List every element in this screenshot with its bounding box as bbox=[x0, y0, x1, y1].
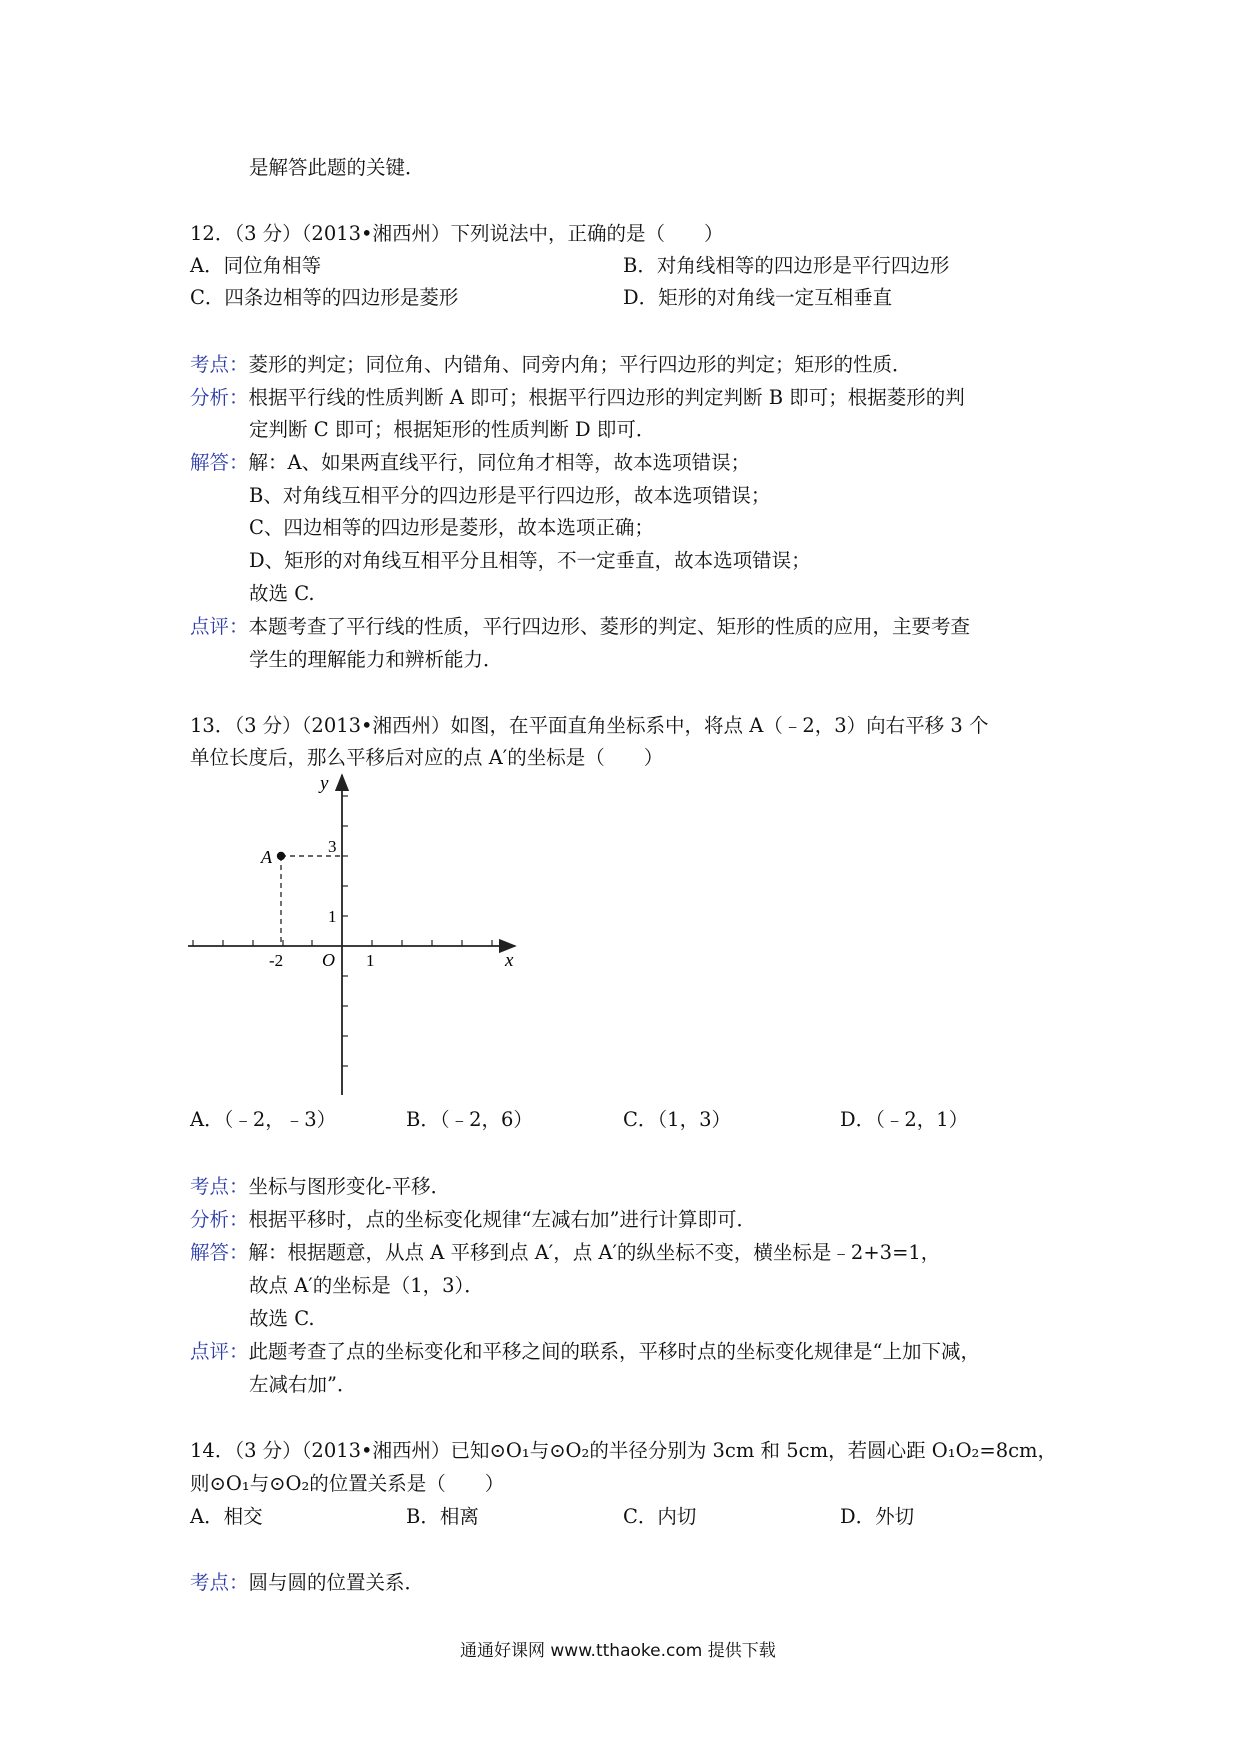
jieda-label: 解答： bbox=[190, 451, 249, 474]
point-a-label: A bbox=[261, 847, 272, 867]
kaodian-text: 菱形的判定；同位角、内错角、同旁内角；平行四边形的判定；矩形的性质． bbox=[248, 353, 912, 376]
tick-label-x-neg2: -2 bbox=[269, 951, 284, 970]
q12-dianping bbox=[190, 617, 970, 637]
q12-option-c: C．四条边相等的四边形是菱形 bbox=[190, 286, 459, 309]
q13-jieda-line: 故点 A′的坐标是（1，3）． bbox=[249, 1274, 484, 1297]
q14-option-d: D．外切 bbox=[840, 1505, 915, 1528]
y-axis-label: y bbox=[320, 773, 329, 794]
kaodian-label: 考点： bbox=[190, 1175, 249, 1198]
q12-jieda-line: B、对角线互相平分的四边形是平行四边形，故本选项错误； bbox=[249, 484, 771, 507]
q13-fenxi bbox=[190, 1210, 756, 1230]
q12-jieda-line: 故选 C. bbox=[249, 582, 315, 605]
coordinate-figure bbox=[185, 770, 525, 1100]
q12-jieda bbox=[190, 453, 750, 473]
q13-option-a: A．（﹣2，﹣3） bbox=[190, 1108, 337, 1131]
q13-dianping bbox=[190, 1342, 980, 1362]
kaodian-label: 考点： bbox=[190, 353, 249, 376]
q12-jieda-line: D、矩形的对角线互相平分且相等，不一定垂直，故本选项错误； bbox=[249, 549, 811, 572]
q12-dianping-cont: 学生的理解能力和辨析能力． bbox=[249, 648, 503, 671]
point-a bbox=[277, 852, 285, 860]
x-axis-label: x bbox=[505, 950, 514, 971]
q13-jieda bbox=[190, 1243, 940, 1263]
q14-option-a: A．相交 bbox=[190, 1505, 263, 1528]
q14-stem-cont: 则⊙O₁与⊙O₂的位置关系是（ ） bbox=[190, 1472, 505, 1495]
q13-stem-cont: 单位长度后，那么平移后对应的点 A′的坐标是（ ） bbox=[190, 746, 664, 769]
q13-option-c: C．（1，3） bbox=[623, 1108, 731, 1131]
q14-kaodian bbox=[190, 1573, 424, 1593]
q13-option-b: B．（﹣2，6） bbox=[406, 1108, 533, 1131]
q14-option-b: B．相离 bbox=[406, 1505, 479, 1528]
dianping-label: 点评： bbox=[190, 615, 249, 638]
q12-kaodian bbox=[190, 355, 912, 375]
q12-option-a: A．同位角相等 bbox=[190, 254, 322, 277]
tick-label-y-1: 1 bbox=[328, 907, 337, 926]
jieda-text: 解：根据题意，从点 A 平移到点 A′，点 A′的纵坐标不变，横坐标是﹣2+3=1， bbox=[248, 1241, 941, 1264]
jieda-label: 解答： bbox=[190, 1241, 249, 1264]
q13-kaodian bbox=[190, 1177, 450, 1197]
jieda-text: 解：A、如果两直线平行，同位角才相等，故本选项错误； bbox=[248, 451, 751, 474]
kaodian-text: 坐标与图形变化-平移． bbox=[248, 1175, 451, 1198]
q12-fenxi bbox=[190, 388, 965, 408]
q13-stem: 13．（3 分）（2013•湘西州）如图，在平面直角坐标系中，将点 A（﹣2，3）向右平移 3 个 bbox=[190, 714, 989, 737]
q14-option-c: C．内切 bbox=[623, 1505, 697, 1528]
q12-option-d: D．矩形的对角线一定互相垂直 bbox=[623, 286, 893, 309]
kaodian-label: 考点： bbox=[190, 1571, 249, 1594]
q13-option-d: D．（﹣2，1） bbox=[840, 1108, 969, 1131]
q13-dianping-cont: 左减右加”． bbox=[249, 1373, 357, 1396]
fenxi-text: 根据平移时，点的坐标变化规律“左减右加”进行计算即可． bbox=[248, 1208, 756, 1231]
q12-stem: 12．（3 分）（2013•湘西州）下列说法中，正确的是（ ） bbox=[190, 222, 724, 245]
continuation-line: 是解答此题的关键． bbox=[249, 156, 425, 179]
fenxi-label: 分析： bbox=[190, 1208, 249, 1231]
tick-label-y-3: 3 bbox=[328, 837, 337, 856]
q14-stem: 14．（3 分）（2013•湘西州）已知⊙O₁与⊙O₂的半径分别为 3cm 和 5cm，若圆心距 O₁O₂=8cm， bbox=[190, 1439, 1058, 1462]
q12-jieda-line: C、四边相等的四边形是菱形，故本选项正确； bbox=[249, 516, 654, 539]
page-footer: 通通好课网 www.tthaoke.com 提供下载 bbox=[460, 1641, 776, 1661]
fenxi-label: 分析： bbox=[190, 386, 249, 409]
dianping-text: 此题考查了点的坐标变化和平移之间的联系，平移时点的坐标变化规律是“上加下减， bbox=[248, 1340, 980, 1363]
q12-fenxi-cont: 定判断 C 即可；根据矩形的性质判断 D 即可． bbox=[249, 418, 656, 441]
fenxi-text: 根据平行线的性质判断 A 即可；根据平行四边形的判定判断 B 即可；根据菱形的判 bbox=[248, 386, 965, 409]
kaodian-text: 圆与圆的位置关系． bbox=[248, 1571, 425, 1594]
dianping-text: 本题考查了平行线的性质，平行四边形、菱形的判定、矩形的性质的应用，主要考查 bbox=[248, 615, 971, 638]
q13-jieda-line: 故选 C. bbox=[249, 1307, 315, 1330]
dianping-label: 点评： bbox=[190, 1340, 249, 1363]
tick-label-x-1: 1 bbox=[366, 951, 375, 970]
origin-label: O bbox=[322, 950, 335, 970]
q12-option-b: B．对角线相等的四边形是平行四边形 bbox=[623, 254, 950, 277]
